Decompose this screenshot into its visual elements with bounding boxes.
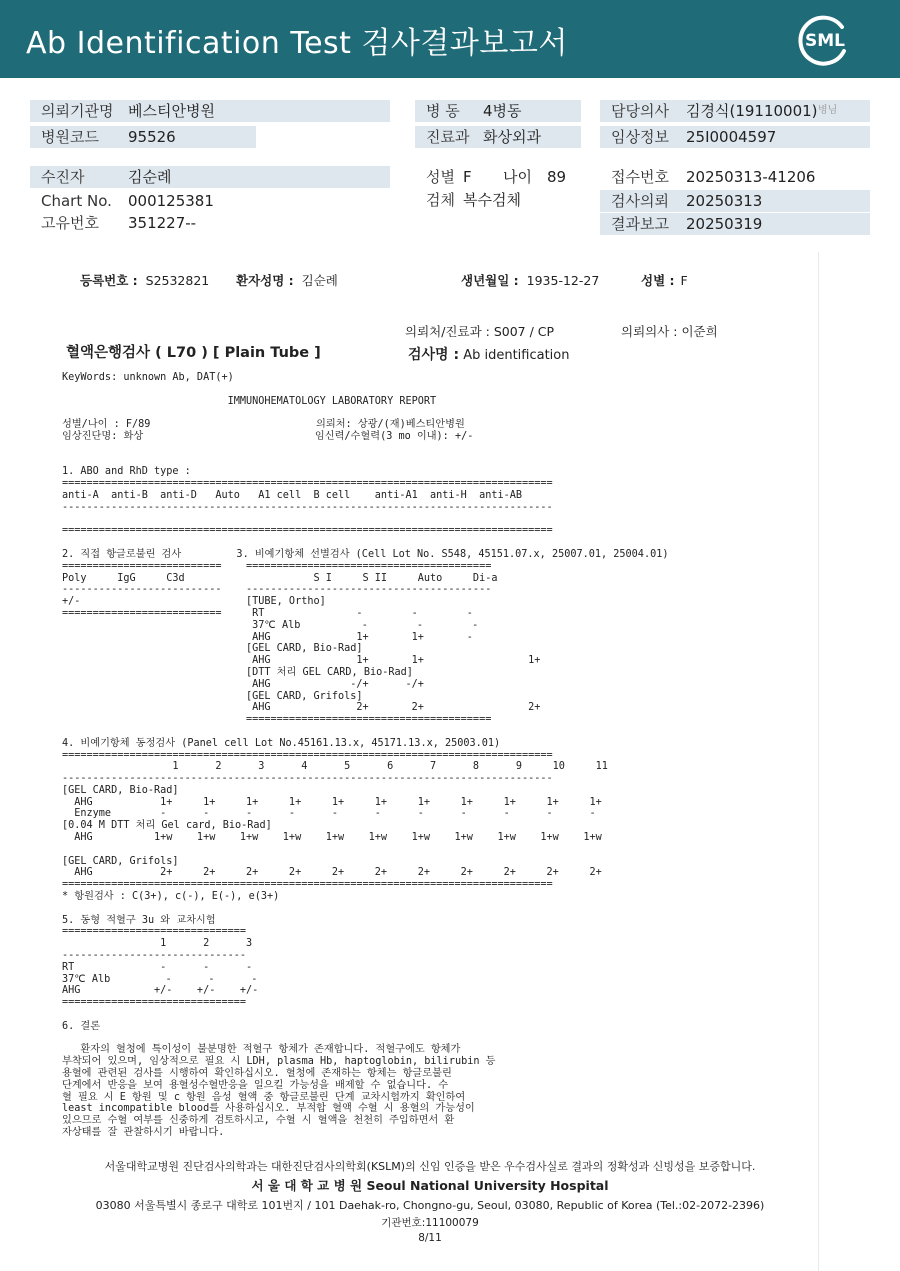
dob-line [461,271,599,289]
dept-field [415,126,581,148]
uid-field [30,212,390,234]
hospital-value: 베스티안병원 [128,102,215,120]
chart-field [30,190,390,212]
report-body-line: 2. 직접 항글로불린 검사 3. 비예기항체 선별검사 (Cell Lot No. S548, 45151.07.x, 25007.01, 25004.01) [62,548,669,560]
report-body-line: AHG 1+ 1+ 1+ 1+ 1+ 1+ 1+ 1+ 1+ 1+ 1+ [62,796,602,808]
clinical-label: 임상정보 [611,128,669,146]
report-body-line: [DTT 처리 GEL CARD, Bio-Rad] [62,666,413,678]
report-date-label: 결과보고 [611,215,669,233]
report-body-text [62,372,668,1139]
report-body-line: 용혈에 관련된 검사를 시행하여 확인하십시오. 혈청에 존재하는 항체는 항글로불린 [62,1068,452,1080]
report-body-line: * 항원검사 : C(3+), c(-), E(-), e(3+) [62,891,280,903]
report-body-line: 있으므로 수혈 여부를 신중하게 검토하시고, 수혈 시 혈액을 천천히 주입하면서 환 [62,1115,455,1127]
report-body-line: -------------------------- ---------------------------------------- [62,584,492,596]
request-field [600,190,870,212]
report-body-line: ========================== RT - - - [62,607,473,619]
patient-value: 김순례 [128,168,172,186]
test-title: 혈액은행검사 ( L70 ) [ Plain Tube ] [66,345,321,361]
chart-label: Chart No. [41,192,112,210]
report-body-line: ======================================== [62,714,492,726]
receipt-field [600,166,870,188]
specimen-label: 검체 [426,191,455,209]
hospital-label: 의뢰기관명 [41,102,114,120]
test-name-value: Ab identification [463,348,570,363]
sex-age-field [415,166,600,188]
age-value: 89 [547,168,567,186]
specimen-field [415,189,600,211]
report-body-line [62,903,668,915]
code-label: 병원코드 [41,128,99,146]
footer-institution-number: 기관번호:11100079 [381,1217,479,1229]
report-body-line: least incompatible blood를 사용하십시오. 부적합 혈액 수혈 시 용혈의 가능성이 [62,1103,475,1115]
patient-field [30,166,390,188]
report-body-line: 4. 비예기항체 동정검사 (Panel cell Lot No.45161.13.x, 45171.13.x, 25003.01) [62,737,501,749]
chart-value: 000125381 [128,192,214,210]
name-value: 김순례 [301,273,338,288]
report-body-line: ================================================================================ [62,525,553,537]
report-body-line: AHG -/+ -/+ [62,678,424,690]
report-sex-label: 성별 : [641,273,675,288]
report-body-line: [GEL CARD, Grifols] [62,690,363,702]
doctor-label: 담당의사 [611,102,669,120]
report-body-line: [GEL CARD, Bio-Rad] [62,643,363,655]
referral-line: 의뢰처/진료과 : S007 / CP [405,324,555,339]
dept-label: 진료과 [426,128,470,146]
report-body-line [62,514,668,526]
dob-value: 1935-12-27 [526,273,600,288]
report-body-line: ------------------------------ [62,950,247,962]
sex-value: F [463,168,472,186]
report-body-line [62,455,668,467]
report-body-line: [GEL CARD, Grifols] [62,855,179,867]
report-body-line [62,443,668,455]
report-body-line: 자상태를 잘 관찰하시기 바랍니다. [62,1127,225,1138]
report-body-line: ================================================================================ [62,749,553,761]
patient-name-line [236,271,338,289]
report-body-line: -------------------------------------------------------------------------------- [62,501,553,513]
report-body-line [62,407,668,419]
document-edge-divider [818,252,819,1271]
doctor-suffix: 병님 [818,105,838,116]
report-body-line [62,537,668,549]
report-date-field [600,213,870,235]
report-body-line [62,1009,668,1021]
report-body-line [62,844,668,856]
report-body-line: anti-A anti-B anti-D Auto A1 cell B cell anti-A1 anti-H anti-AB [62,489,523,501]
footer-certification: 서울대학교병원 진단검사의학과는 대한진단검사의학회(KSLM)의 신임 인증을 받은 우수검사실로 결과의 정확성과 신빙성을 보증합니다. [104,1160,756,1173]
report-sex-line [641,271,688,289]
report-body-line: -------------------------------------------------------------------------------- [62,773,553,785]
report-body-line [62,384,668,396]
test-name-line [408,344,569,364]
report-body-line: 37℃ Alb - - - [62,619,479,631]
doctor-field [600,100,870,122]
hospital-field [30,100,390,122]
report-body-line: [GEL CARD, Bio-Rad] [62,784,179,796]
report-header [0,0,900,78]
report-body-line: Poly IgG C3d S I S II Auto Di-a [62,572,498,584]
report-body-line: AHG 1+ 1+ 1+ [62,655,541,667]
receipt-label: 접수번호 [611,168,669,186]
report-body-line: KeyWords: unknown Ab, DAT(+) [62,372,234,383]
uid-label: 고유번호 [41,214,99,232]
patient-label: 수진자 [41,168,85,186]
report-body-line [62,726,668,738]
uid-value: 351227-- [128,214,197,232]
clinical-field [600,126,870,148]
report-body-line: 부착되어 있으며, 임상적으로 필요 시 LDH, plasma Hb, haptoglobin, bilirubin 등 [62,1056,496,1068]
ward-label: 병 동 [426,102,460,120]
report-body-line: RT - - - [62,961,253,973]
report-sex-value: F [680,273,688,288]
report-body-line: 1 2 3 [62,938,253,950]
registration-line [80,271,209,289]
report-body-line: 혈 필요 시 E 항원 및 c 항원 음성 혈액 중 항글로불린 단계 교차시험까지 확인하여 [62,1091,466,1103]
footer-hospital: 서 울 대 학 교 병 원 Seoul National University Hospital [251,1178,609,1193]
report-body-line: 1 2 3 4 5 6 7 8 9 10 11 [62,761,608,773]
report-body-line: AHG 1+w 1+w 1+w 1+w 1+w 1+w 1+w 1+w 1+w 1+w 1+w [62,832,602,844]
test-name-label: 검사명 : [408,347,460,363]
request-value: 20250313 [686,192,763,210]
dept-value: 화상외과 [483,128,541,146]
specimen-value: 복수검체 [463,191,521,209]
report-body-line: ============================== [62,926,247,938]
report-body-line: ============================== [62,997,247,1009]
footer-address: 03080 서울특별시 종로구 대학로 101번지 / 101 Daehak-ro, Chongno-gu, Seoul, 03080, Republic of Korea (Tel.:02-2072-2396) [95,1199,765,1212]
receipt-value: 20250313-41206 [686,168,816,186]
report-body-line: AHG 1+ 1+ - [62,631,473,643]
reg-value: S2532821 [145,273,210,288]
report-body-line: 환자의 혈청에 특이성이 불분명한 적혈구 항체가 존재합니다. 적혈구에도 항체가 [62,1044,461,1056]
report-title: Ab Identification Test 검사결과보고서 [26,26,568,61]
report-body-line: AHG +/- +/- +/- [62,985,259,997]
ward-field [415,100,581,122]
clinical-value: 25I0004597 [686,128,777,146]
report-body-line [62,1033,668,1045]
report-body-line: AHG 2+ 2+ 2+ [62,702,541,714]
code-field [30,126,256,148]
dob-label: 생년월일 : [461,273,519,288]
report-body-line: Enzyme - - - - - - - - - - - [62,808,596,820]
report-body-line: 성별/나이 : F/89 의뢰처: 상광/(재)베스티안병원 [62,419,465,431]
report-body-line: 1. ABO and RhD type : [62,466,191,478]
ward-value: 4병동 [483,102,522,120]
lab-report-document [0,252,900,1271]
age-label: 나이 [503,168,532,186]
sex-label: 성별 [426,168,455,186]
code-value: 95526 [128,128,176,146]
report-date-value: 20250319 [686,215,763,233]
request-label: 검사의뢰 [611,192,669,210]
report-body-line: ================================================================================ [62,478,553,490]
footer-page-number: 8/11 [418,1232,442,1244]
ref-doctor-line: 의뢰의사 : 이준희 [621,324,718,339]
report-body-line: 임상진단명: 화상 임신력/수혈력(3 mo 이내): +/- [62,430,474,442]
name-label: 환자성명 : [236,273,294,288]
report-body-line: IMMUNOHEMATOLOGY LABORATORY REPORT [62,395,437,407]
report-body-line: 37℃ Alb - - - [62,973,258,985]
logo-text: SML [805,31,845,51]
doctor-value: 김경식(19110001) [686,102,818,120]
report-body-line: ================================================================================ [62,879,553,891]
report-body-line: +/- [TUBE, Ortho] [62,596,326,608]
report-body-line: 5. 동형 적혈구 3u 와 교차시험 [62,914,216,926]
reg-label: 등록번호 : [80,273,138,288]
report-body-line: 6. 결론 [62,1020,101,1032]
report-body-line: [0.04 M DTT 처리 Gel card, Bio-Rad] [62,820,272,832]
report-body-line: 단계에서 반응을 보여 용혈성수혈반응을 일으킬 가능성을 배제할 수 없습니다. 수 [62,1079,449,1091]
sml-logo-icon [798,13,852,67]
report-body-line: AHG 2+ 2+ 2+ 2+ 2+ 2+ 2+ 2+ 2+ 2+ 2+ [62,867,602,879]
report-body-line: ========================== ======================================== [62,560,492,572]
